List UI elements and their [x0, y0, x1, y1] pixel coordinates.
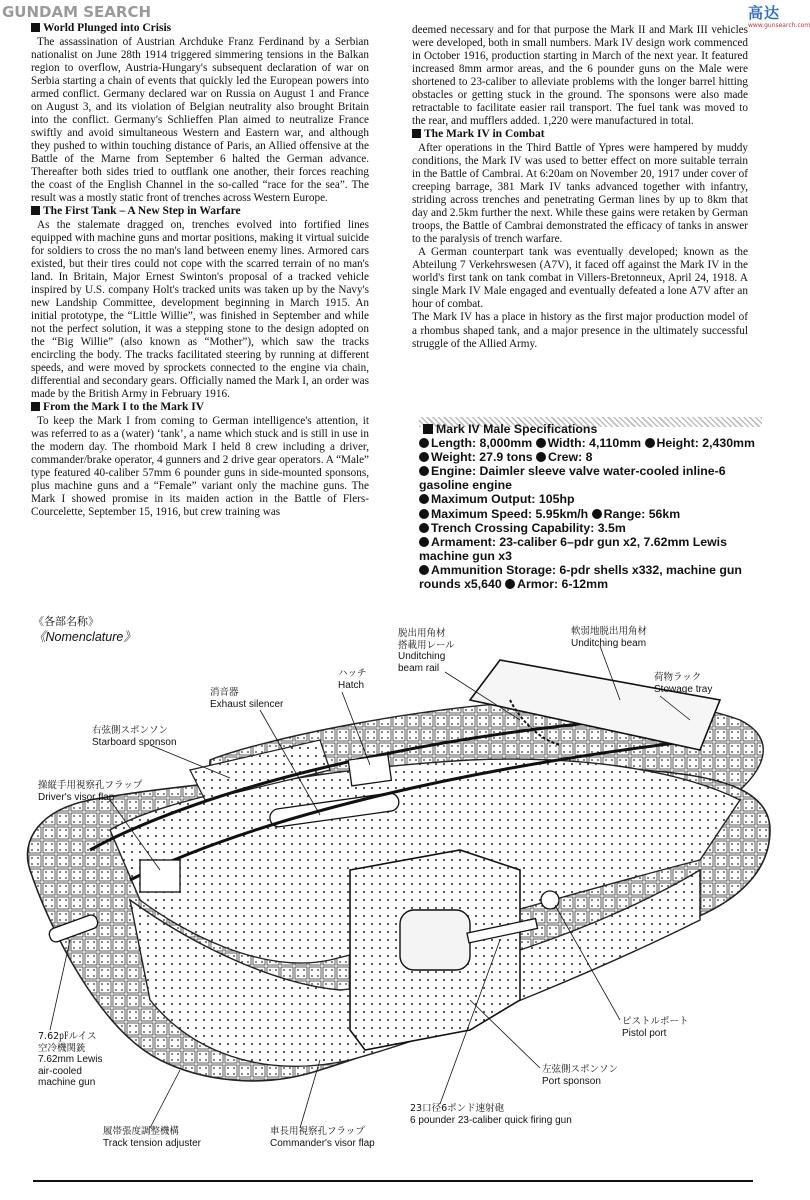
site-badge	[748, 2, 810, 36]
label-unditching-beam-rail: 脱出用角材 搭載用レール Unditching beam rail	[398, 628, 455, 674]
spec-trench: Trench Crossing Capability: 3.5m	[431, 520, 626, 535]
dot-bullet-icon	[419, 509, 429, 519]
dot-bullet-icon	[505, 579, 515, 589]
heading-world-crisis: World Plunged into Crisis	[31, 22, 369, 36]
spec-ammo: Ammunition Storage: 6-pdr shells x332, machine gun rounds x5,640	[419, 562, 742, 592]
spec-width: Width: 4,110mm	[547, 436, 642, 451]
spec-weight: Weight: 27.9 tons	[431, 450, 533, 465]
dot-bullet-icon	[645, 438, 655, 448]
spec-speed: Maximum Speed: 5.95km/h	[431, 506, 589, 521]
label-port-sponson: 左弦側スポンソン Port sponson	[542, 1064, 619, 1087]
paragraph-mark1-to-mark4: To keep the Mark I from coming to German intelligence's attention, it was referred to as a (water) ‘tank’, a name which stuck and is still in use in the modern day. The rhomboid Mark I held 8 crew including a driver, commander/brake operator, 4 gunners and 2 drive gear operators. A “Male” type featured 40-caliber 57mm 6 pounder guns in side-mounted sponsons, plus machine guns and a “Female” variant only the machine guns. The Mark I showed promise in its maiden action in the Battle of Flers-Courcelette, September 15, 1916, but crew training was	[31, 414, 369, 519]
dot-bullet-icon	[592, 509, 602, 519]
dot-bullet-icon	[419, 523, 429, 533]
nomenclature-title-jp: 《各部名称》	[33, 615, 99, 628]
spec-crew: Crew: 8	[548, 450, 593, 465]
leader-track-adjuster	[150, 1070, 180, 1128]
dot-bullet-icon	[419, 438, 429, 448]
paragraph-cambrai: After operations in the Third Battle of Ypres were hampered by muddy conditions, the Mark IV was used to better effect on more suitable terrain in the Battle of Cambrai. At 6:20am on November 20, 1917 under cover of creeping barrage, 381 Mark IV tanks advanced together with infantry, striding across trenches and penetrating German lines by up to 8km that day and 2.5km further the next. While these gains were retaken by German troops, the Battle of Cambrai demonstrated the efficacy of tanks in answer to the paralysis of trench warfare.	[412, 141, 748, 246]
dot-bullet-icon	[536, 438, 546, 448]
watermark-text: GUNDAM SEARCH	[2, 3, 152, 21]
paragraph-a7v: A German counterpart tank was eventually developed; known as the Abteilung 7 Verkehrswesen (A7V), it faced off against the Mark IV in the world's first tank on tank combat in Villers-Bretonneux, April 24, 1918. A single Mark IV Male engaged and eventually defeated a lone A7V after an hour of combat.	[412, 246, 748, 311]
watermark-logo	[2, 3, 182, 23]
driver-visor-box	[140, 860, 180, 892]
dot-bullet-icon	[419, 537, 429, 547]
label-pistol-port: ピストルポート Pistol port	[622, 1016, 689, 1039]
dot-bullet-icon	[536, 452, 546, 462]
spec-armor: Armor: 6-12mm	[517, 577, 609, 592]
label-hatch: ハッチ Hatch	[338, 668, 367, 691]
label-six-pounder-gun: 23口径6ポンド速射砲 6 pounder 23-caliber quick firing gun	[410, 1103, 572, 1126]
roof-hatch	[348, 755, 391, 786]
heading-first-tank: The First Tank – A New Step in Warfare	[31, 205, 369, 219]
paragraph-first-tank: As the stalemate dragged on, trenches evolved into fortified lines equipped with machine guns and mortar positions, making it virtual suicide for soldiers to cross the no man's land between enemy lines. Armored cars existed, but their tires could not cope with the scarred terrain of no man's land. In Britain, Major Ernest Swinton's proposal of a tracked vehicle inspired by U.S. company Holt's tracked units was taken up by the Navy's new Landship Committee, development beginning in March 1915. An initial prototype, the “Little Willie”, was finished in September and while not the perfect solution, it was a stepping stone to the design adopted on the “Big Willie” (also known as “Mother”), which saw the tracks encircling the body. The tracks facilitated steering by running at different speeds, and were moved by sprockets connected to the engine via chain, differential and secondary gears. Officially named the Mark I, an order was made by the British Army in February 1916.	[31, 218, 369, 401]
site-badge-name: 高达	[748, 4, 781, 22]
leader-port-sponson	[470, 1000, 540, 1068]
spec-length: Length: 8,000mm	[431, 436, 533, 451]
label-exhaust-silencer: 消音器 Exhaust silencer	[210, 687, 284, 710]
tank-diagram	[0, 640, 787, 1185]
dot-bullet-icon	[419, 466, 429, 476]
right-text-column	[412, 24, 748, 351]
pistol-port	[541, 891, 559, 909]
label-unditching-beam: 軟弱地脱出用角材 Unditching beam	[571, 626, 648, 649]
spec-output: Maximum Output: 105hp	[431, 492, 575, 507]
label-track-tension-adjuster: 履帯張度調整機構 Track tension adjuster	[103, 1126, 202, 1149]
spec-height: Height: 2,430mm	[656, 436, 755, 451]
specifications-box	[419, 417, 762, 592]
dot-bullet-icon	[419, 494, 429, 504]
label-starboard-sponson: 右弦側スポンソン Starboard sponson	[92, 725, 177, 748]
spec-armament: Armament: 23-caliber 6–pdr gun x2, 7.62mm Lewis machine gun x3	[419, 534, 727, 563]
heading-mark1-to-mark4: From the Mark I to the Mark IV	[31, 401, 369, 415]
site-badge-url: www.gunsearch.com	[748, 22, 810, 29]
square-bullet-icon	[423, 424, 433, 434]
left-text-column	[31, 22, 369, 519]
spec-engine: Engine: Daimler sleeve valve water-cooled inline-6 gasoline engine	[419, 464, 726, 493]
paragraph-crisis: The assassination of Austrian Archduke Franz Ferdinand by a Serbian nationalist on June 28th 1914 triggered simmering tensions in the Balkan region to overflow, Austria-Hungary's subsequent declaration of war on Serbia starting a chain of events that quickly led the European powers into armed conflict. Germany declared war on Russia on August 1 and France on August 3, and its violation of Belgian neutrality also brought Britain into the conflict. Germany's Schlieffen Plan aimed to neutralize France swiftly and avoid simultaneous Western and Eastern war, and although they pushed to within touching distance of Paris, an Allied offensive at the Battle of the Marne from September 6 halted the German advance. Thereafter both sides tried to outflank one another, their forces reaching the coast of the English Channel in the so-called “race for the sea”. The result was a mostly static front of trenches across Western Europe.	[31, 35, 369, 205]
paragraph-legacy: The Mark IV has a place in history as the first major production model of a rhombus shaped tank, and a major presence in the ultimately successful struggle of the Allied Army.	[412, 311, 748, 350]
sponson-gun-mantlet	[400, 910, 470, 970]
spec-range: Range: 56km	[603, 506, 681, 521]
leader-lewis	[50, 940, 70, 1030]
nomenclature-title-en: 《Nomenclature》	[33, 630, 136, 644]
heading-mark4-combat: The Mark IV in Combat	[412, 128, 748, 142]
label-stowage-tray: 荷物ラック Stowage tray	[654, 672, 713, 695]
paragraph-mark4-development: deemed necessary and for that purpose the Mark II and Mark III vehicles were developed, both in small numbers. Mark IV design work commenced in October 1916, production starting in March of the next year. It featured increased 8mm armor areas, and the 6 pounder guns on the Male were shortened to 23-caliber to alleviate problems with the longer barrel hitting obstacles or getting stuck in the ground. The sponsons were also made retractable to facilitate easier rail transport. The fuel tank was moved to the rear, and mufflers added. 1,220 were manufactured in total.	[412, 24, 748, 128]
bottom-rule	[33, 1180, 753, 1182]
spec-title: Mark IV Male Specifications	[436, 422, 598, 436]
label-driver-visor-flap: 操縦手用視察孔フラップ Driver's visor flap	[38, 780, 143, 803]
label-lewis-machine-gun: 7.62㎊ルイス 空冷機関銃 7.62mm Lewis air-cooled machine gun	[38, 1031, 103, 1088]
dot-bullet-icon	[419, 452, 429, 462]
dot-bullet-icon	[419, 565, 429, 575]
label-commander-visor-flap: 車長用視察孔フラップ Commander's visor flap	[270, 1126, 375, 1149]
